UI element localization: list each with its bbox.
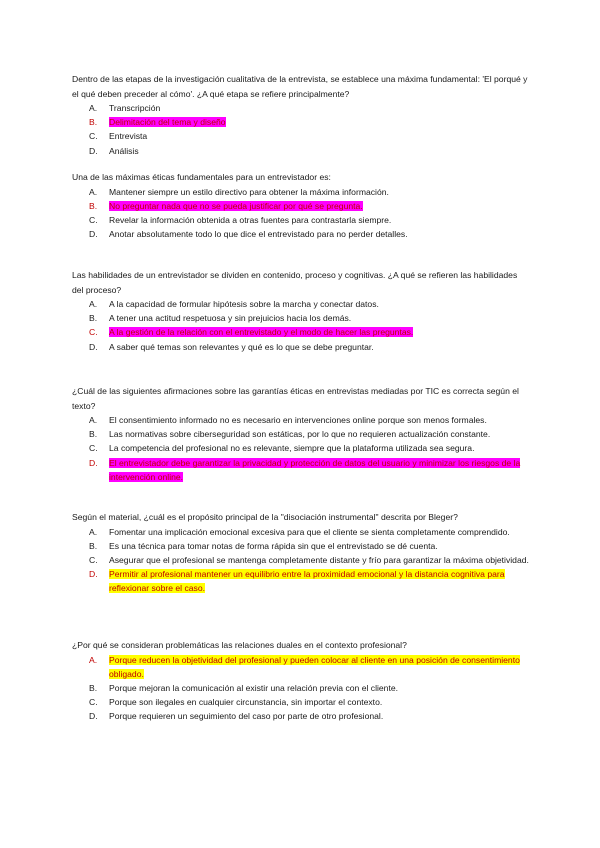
option-text: Porque requieren un seguimiento del caso por parte de otro profesional. [109,711,384,722]
option-text: El entrevistador debe garantizar la privacidad y protección de datos del usuario y minimizar los riesgos de la intervención online. [109,457,521,482]
option-text: Porque son ilegales en cualquier circunstancia, sin importar el contexto. [109,697,383,708]
option-list [72,525,530,596]
option-text: Mantener siempre un estilo directivo para obtener la máxima información. [109,186,389,197]
option-text: Fomentar una implicación emocional excesiva para que el cliente se sienta completamente comprendido. [109,526,510,537]
option-letter: B. [89,313,98,324]
option-list [72,101,530,158]
question-text: ¿Cuál de las siguientes afirmaciones sobre las garantías éticas en entrevistas mediadas por TIC es correcta según el texto? [72,386,519,411]
option-letter: B. [89,117,98,128]
question-text: Una de las máximas éticas fundamentales para un entrevistador es: [72,172,331,182]
option-letter: B. [89,200,98,211]
option-list [72,185,530,242]
option-d-highlighted [72,567,530,595]
option-text: Porque mejoran la comunicación al existir una relación previa con el cliente. [109,682,398,693]
question-text: Dentro de las etapas de la investigación cualitativa de la entrevista, se establece una máxima fundamental: 'El porqué y el qué deben preceder al cómo'. ¿A qué etapa se refiere principalmente? [72,74,528,99]
option-letter: D. [89,145,98,156]
question-3 [72,268,530,354]
option-c [72,129,530,143]
option-d [72,227,530,241]
option-text: A saber qué temas son relevantes y qué es lo que se debe preguntar. [109,341,374,352]
option-text: A tener una actitud respetuosa y sin prejuicios hacia los demás. [109,313,352,324]
option-list [72,413,530,484]
option-text: A la gestión de la relación con el entrevistado y el modo de hacer las preguntas. [109,327,414,338]
option-b [72,311,530,325]
option-text: No preguntar nada que no se pueda justificar por qué se pregunta. [109,200,363,211]
option-b-highlighted [72,115,530,129]
option-list [72,297,530,354]
option-a-highlighted [72,653,530,681]
option-letter: A. [89,186,98,197]
option-text: El consentimiento informado no es necesario en intervenciones online porque son menos formales. [109,415,487,425]
option-text: Las normativas sobre ciberseguridad son estáticas, por lo que no requieren actualización constante. [109,429,491,440]
question-1 [72,72,530,158]
option-letter: D. [89,711,98,722]
option-letter: A. [89,415,98,425]
question-text: ¿Por qué se consideran problemáticas las relaciones duales en el contexto profesional? [72,640,407,650]
question-text: Las habilidades de un entrevistador se dividen en contenido, proceso y cognitivas. ¿A qué se refieren las habilidades del proceso? [72,270,518,295]
option-letter: C. [89,554,98,565]
option-list [72,653,530,724]
question-4 [72,384,530,484]
option-text: Transcripción [109,103,161,113]
option-d-highlighted [72,456,530,484]
option-text: Asegurar que el profesional se mantenga completamente distante y frío para garantizar la máxima objetividad. [109,554,529,565]
option-letter: C. [89,214,98,225]
option-letter: A. [89,526,98,537]
option-c [72,213,530,227]
option-text: Análisis [109,145,139,156]
option-text: Permitir al profesional mantener un equilibrio entre la proximidad emocional y la distancia cognitiva para reflexionar sobre el caso. [109,569,505,594]
option-a [72,297,530,311]
option-a [72,101,530,115]
option-letter: C. [89,131,98,142]
option-a [72,185,530,199]
option-b [72,539,530,553]
option-text: Es una técnica para tomar notas de forma rápida sin que el entrevistado se dé cuenta. [109,540,438,551]
option-letter: A. [89,103,98,113]
option-letter: D. [89,229,98,240]
option-d [72,144,530,158]
option-text: La competencia del profesional no es relevante, siempre que la plataforma utilizada sea segura. [109,443,475,454]
option-letter: C. [89,697,98,708]
option-text: Anotar absolutamente todo lo que dice el entrevistado para no perder detalles. [109,229,408,240]
option-b [72,427,530,441]
option-d [72,709,530,723]
option-letter: C. [89,443,98,454]
option-c [72,441,530,455]
option-d [72,340,530,354]
option-b-highlighted [72,199,530,213]
option-letter: B. [89,682,98,693]
question-5 [72,510,530,596]
option-letter: D. [89,457,98,468]
option-a [72,525,530,539]
option-c-highlighted [72,325,530,339]
option-text: A la capacidad de formular hipótesis sobre la marcha y conectar datos. [109,299,379,309]
option-text: Revelar la información obtenida a otras fuentes para contrastarla siempre. [109,214,392,225]
option-c [72,695,530,709]
option-letter: D. [89,569,98,580]
option-letter: B. [89,429,98,440]
option-letter: B. [89,540,98,551]
option-text: Entrevista [109,131,148,142]
option-a [72,413,530,427]
option-text: Porque reducen la objetividad del profesional y pueden colocar al cliente en una posición de consentimiento obligado. [109,654,520,679]
option-b [72,681,530,695]
option-letter: A. [89,654,98,665]
option-c [72,553,530,567]
option-letter: D. [89,341,98,352]
option-text: Delimitación del tema y diseño [109,117,226,128]
question-2 [72,170,530,241]
option-letter: A. [89,299,98,309]
question-text: Según el material, ¿cuál es el propósito principal de la "disociación instrumental" descrita por Bleger? [72,512,458,522]
question-6 [72,638,530,724]
option-letter: C. [89,327,98,338]
